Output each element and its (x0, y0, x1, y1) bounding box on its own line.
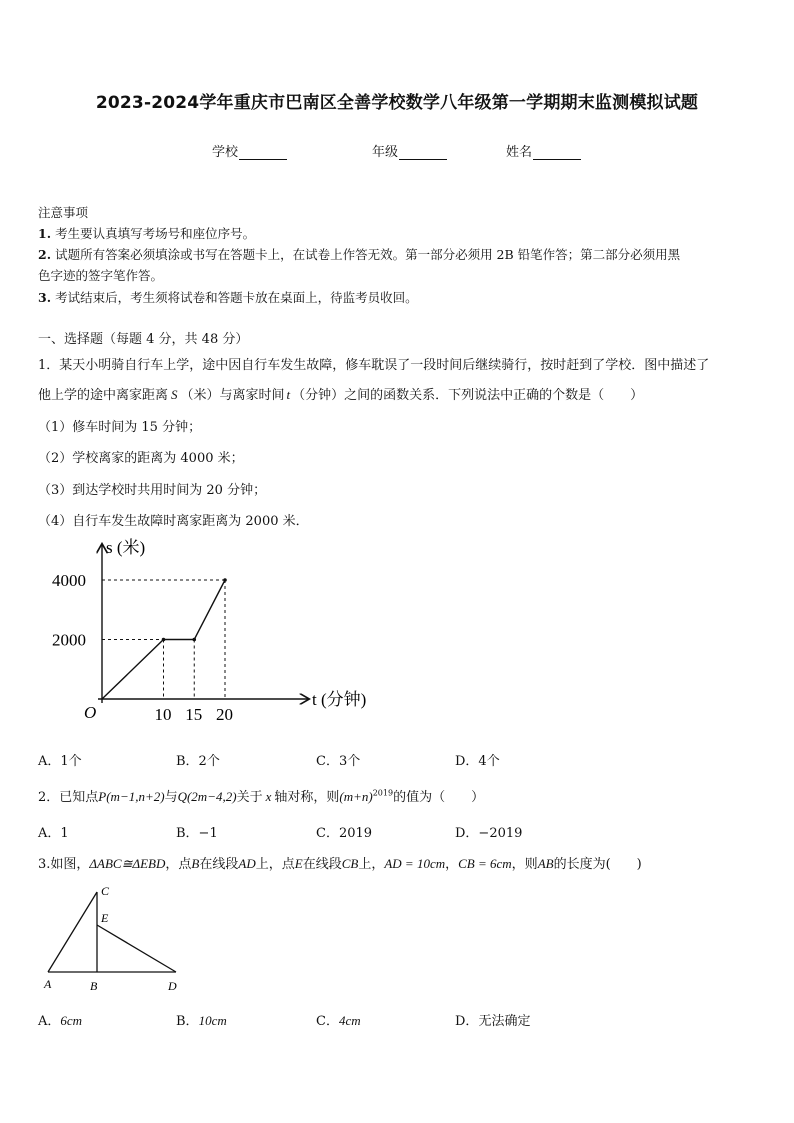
x-tick-label: 20 (216, 705, 233, 724)
page-title: 2023-2024学年重庆市巴南区全善学校数学八年级第一学期期末监测模拟试题 (95, 93, 699, 113)
q3-option-d: D．无法确定 (455, 1014, 531, 1029)
q1-option-d: D．4个 (455, 754, 500, 769)
data-point (223, 578, 227, 582)
school-blank (239, 145, 287, 160)
label-a: A (44, 977, 52, 991)
q2-option-b: B．−1 (176, 826, 218, 841)
y-tick-label: 4000 (52, 571, 86, 590)
q3-option-a: A．6cm (38, 1013, 83, 1029)
q2-option-a: A．1 (38, 826, 69, 841)
label-d: D (168, 979, 177, 993)
name-label: 姓名 (506, 145, 533, 160)
section-heading: 一、选择题（每题 4 分，共 48 分） (38, 332, 249, 347)
data-point (192, 638, 196, 642)
q2-stem: 2．已知点P(m−1,n+2)与Q(2m−4,2)关于 x 轴对称，则$(m+n)^{2019}$的值为（ ） (38, 788, 485, 805)
distance-time-chart (40, 535, 400, 730)
label-e: E (101, 911, 109, 925)
note-item: 色字迹的签字笔作答。 (38, 268, 164, 283)
x-axis-label: t (分钟) (312, 690, 367, 709)
q1-statement: （2）学校离家的距离为 4000 米； (38, 451, 244, 466)
q1-stem-line2: 他上学的途中离家距离 S （米）与离家时间 t （分钟）之间的函数关系．下列说法中正确的个数是（ ） (38, 387, 644, 403)
q1-statement: （3）到达学校时共用时间为 20 分钟； (38, 483, 267, 498)
q1-statement: （4）自行车发生故障时离家距离为 2000 米． (38, 514, 309, 529)
note-item: 1. 考生要认真填写考场号和座位序号。 (38, 226, 256, 241)
x-tick-label: 15 (185, 705, 203, 724)
school-label: 学校 (212, 145, 239, 160)
name-blank (533, 145, 581, 160)
segment-ac (48, 892, 97, 972)
q1-option-a: A．1个 (38, 754, 82, 769)
y-tick-label: 2000 (52, 630, 86, 650)
name-field (506, 141, 581, 160)
q3-stem: 3.如图，ΔABC≅ΔEBD，点B在线段AD上，点E在线段CB上，AD = 10cm，CB = 6cm，则AB的长度为( ) (38, 856, 642, 872)
grade-label: 年级 (372, 145, 399, 160)
q1-stem-line1: 1．某天小明骑自行车上学，途中因自行车发生故障，修车耽误了一段时间后继续骑行，按时赶到了学校．图中描述了 (38, 358, 710, 373)
data-point (162, 638, 166, 642)
q3-option-c: C．4cm (316, 1013, 361, 1029)
q1-option-c: C．3个 (316, 754, 361, 769)
origin-label: O (84, 703, 97, 722)
segment-ed (97, 925, 176, 972)
note-item: 3. 考试结束后，考生须将试卷和答题卡放在桌面上，待监考员收回。 (38, 290, 418, 305)
grade-field (372, 141, 447, 160)
note-item: 2. 试题所有答案必须填涂或书写在答题卡上，在试卷上作答无效。第一部分必须用 2B 铅笔作答；第二部分必须用黑 (38, 247, 681, 262)
triangle-figure (38, 878, 198, 998)
notes-heading: 注意事项 (38, 205, 89, 220)
label-c: C (101, 884, 110, 898)
school-field (212, 141, 287, 160)
q1-statement: （1）修车时间为 15 分钟； (38, 420, 202, 435)
q2-option-d: D．−2019 (455, 826, 523, 841)
grade-blank (399, 145, 447, 160)
label-b: B (90, 979, 98, 993)
q1-option-b: B．2个 (176, 754, 220, 769)
y-axis-label: s (米) (106, 538, 146, 557)
q3-option-b: B．10cm (176, 1013, 227, 1029)
q2-option-c: C．2019 (316, 826, 373, 841)
x-tick-label: 10 (154, 705, 172, 724)
